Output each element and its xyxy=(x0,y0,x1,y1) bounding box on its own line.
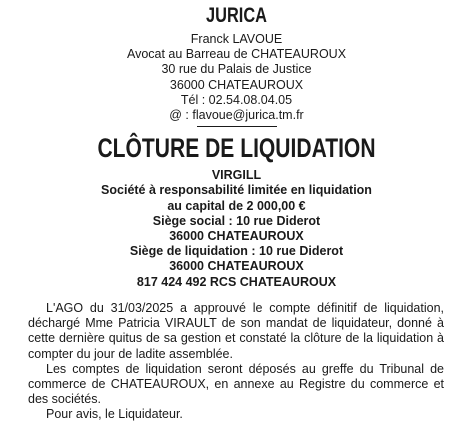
street-address: 30 rue du Palais de Justice xyxy=(161,62,312,77)
city-address: 36000 CHATEAUROUX xyxy=(169,77,304,92)
lawyer-name: Franck LAVOUE xyxy=(190,32,283,46)
body-paragraph-2: Les comptes de liquidation seront déposés au greffe du Tribunal de commerce de CHATEAUROUX, en annexe au Registre du commerce et des sociétés. xyxy=(28,361,444,407)
liquidation-city: 36000 CHATEAUROUX xyxy=(169,259,304,274)
header-block xyxy=(0,4,473,127)
head-office-city: 36000 CHATEAUROUX xyxy=(169,229,304,244)
body-paragraph-1: L'AGO du 31/03/2025 a approuvé le compte définitif de liquidation, déchargé Mme Patricia VIRAULT de son mandat de liquidateur, donné à cette dernière quitus de sa gestion et constaté la clôture de la liquidation à compter du jour de ladite assemblée. xyxy=(28,301,444,361)
company-capital: au capital de 2 000,00 € xyxy=(167,198,306,213)
notice-title: CLÔTURE DE LIQUIDATION xyxy=(97,133,376,164)
liquidation-office: Siège de liquidation : 10 rue Diderot xyxy=(129,244,344,259)
email-address: @ : flavoue@jurica.tm.fr xyxy=(169,108,304,123)
company-name: VIRGILL xyxy=(211,168,262,183)
company-form: Société à responsabilité limitée en liquidation xyxy=(101,183,372,198)
firm-name: JURICA xyxy=(206,4,267,27)
phone-number: Tél : 02.54.08.04.05 xyxy=(180,92,293,107)
head-office: Siège social : 10 rue Diderot xyxy=(152,213,321,228)
closing-line: Pour avis, le Liquidateur. xyxy=(46,407,183,422)
lawyer-title: Avocat au Barreau de CHATEAUROUX xyxy=(126,47,347,62)
company-block xyxy=(0,168,473,290)
rcs-registration: 817 424 492 RCS CHATEAUROUX xyxy=(136,274,337,289)
header-divider xyxy=(197,126,277,127)
notice-body xyxy=(28,301,444,423)
